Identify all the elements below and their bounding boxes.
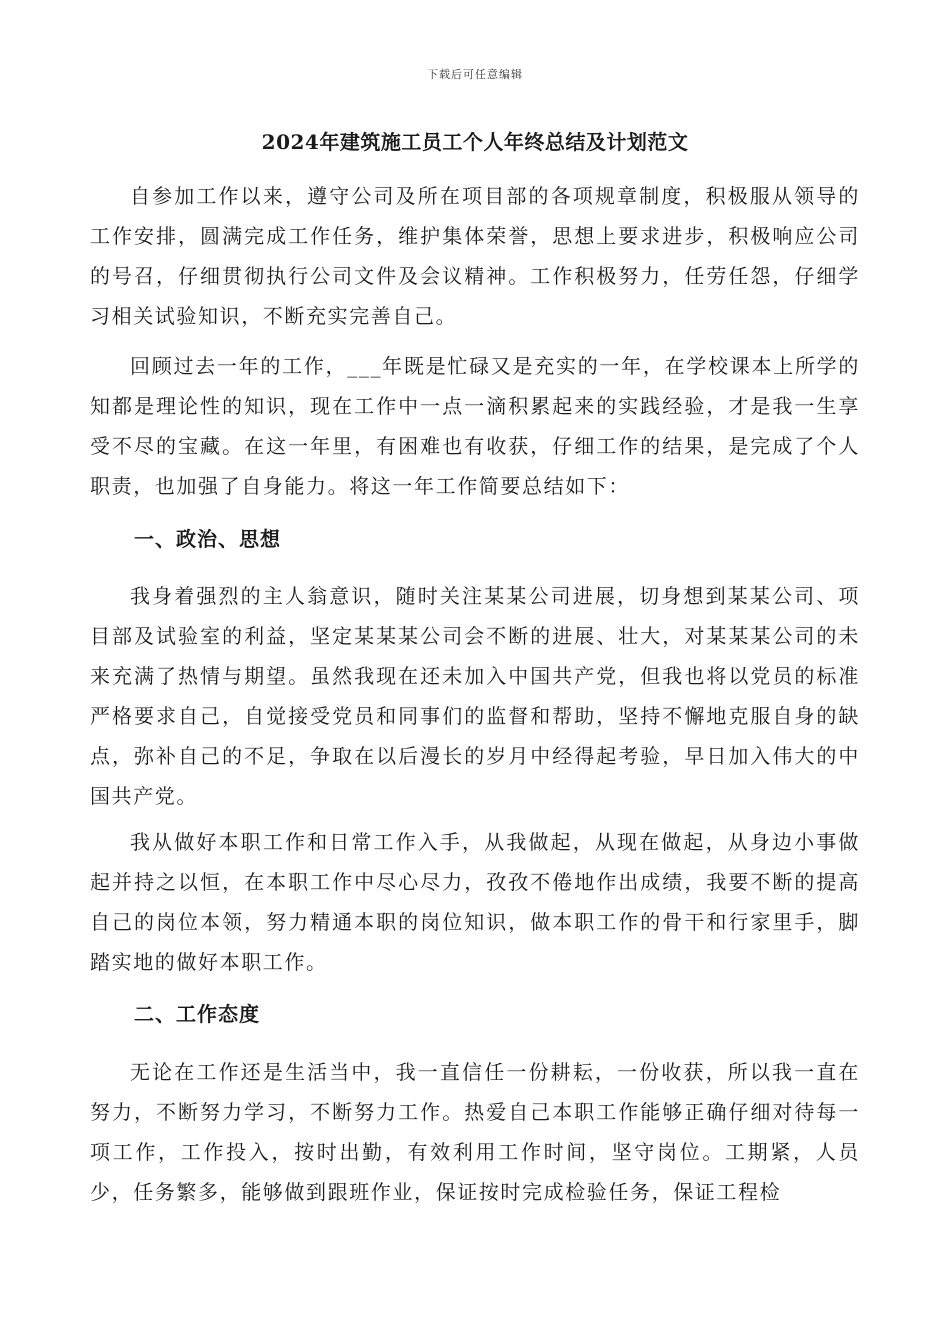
paragraph-duty: 我从做好本职工作和日常工作入手，从我做起，从现在做起，从身边小事做起并持之以恒，在本职工作中尽心尽力，孜孜不倦地作出成绩，我要不断的提高自己的岗位本领，努力精通本职的岗位知识，做本职工作的骨干和行家里手，脚踏实地的做好本职工作。 — [90, 830, 860, 974]
section-heading-politics: 一、政治、思想 — [134, 527, 281, 551]
header-note: 下载后可任意编辑 — [427, 68, 523, 81]
page-title: 2024年建筑施工员工个人年终总结及计划范文 — [261, 130, 689, 154]
paragraph-politics: 我身着强烈的主人翁意识，随时关注某某公司进展，切身想到某某公司、项目部及试验室的利益，坚定某某某公司会不断的进展、壮大，对某某某公司的未来充满了热情与期望。虽然我现在还未加入中国共产党，但我也将以党员的标准严格要求自己，自觉接受党员和同事们的监督和帮助，坚持不懈地克服自身的缺点，弥补自己的不足，争取在以后漫长的岁月中经得起考验，早日加入伟大的中国共产党。 — [90, 584, 860, 808]
paragraph-intro: 自参加工作以来，遵守公司及所在项目部的各项规章制度，积极服从领导的工作安排，圆满完成工作任务，维护集体荣誉，思想上要求进步，积极响应公司的号召，仔细贯彻执行公司文件及会议精神。工作积极努力，任劳任怨，仔细学习相关试验知识，不断充实完善自己。 — [90, 184, 860, 328]
section-heading-attitude: 二、工作态度 — [134, 1002, 260, 1026]
paragraph-review: 回顾过去一年的工作，___年既是忙碌又是充实的一年，在学校课本上所学的知都是理论性的知识，现在工作中一点一滴积累起来的实践经验，才是我一生享受不尽的宝藏。在这一年里，有困难也有收获，仔细工作的结果，是完成了个人职责，也加强了自身能力。将这一年工作简要总结如下： — [90, 354, 860, 498]
paragraph-attitude: 无论在工作还是生活当中，我一直信任一份耕耘，一份收获，所以我一直在努力，不断努力学习，不断努力工作。热爱自己本职工作能够正确仔细对待每一项工作，工作投入，按时出勤，有效利用工作时间，坚守岗位。工期紧，人员少，任务繁多，能够做到跟班作业，保证按时完成检验任务，保证工程检 — [90, 1060, 860, 1204]
